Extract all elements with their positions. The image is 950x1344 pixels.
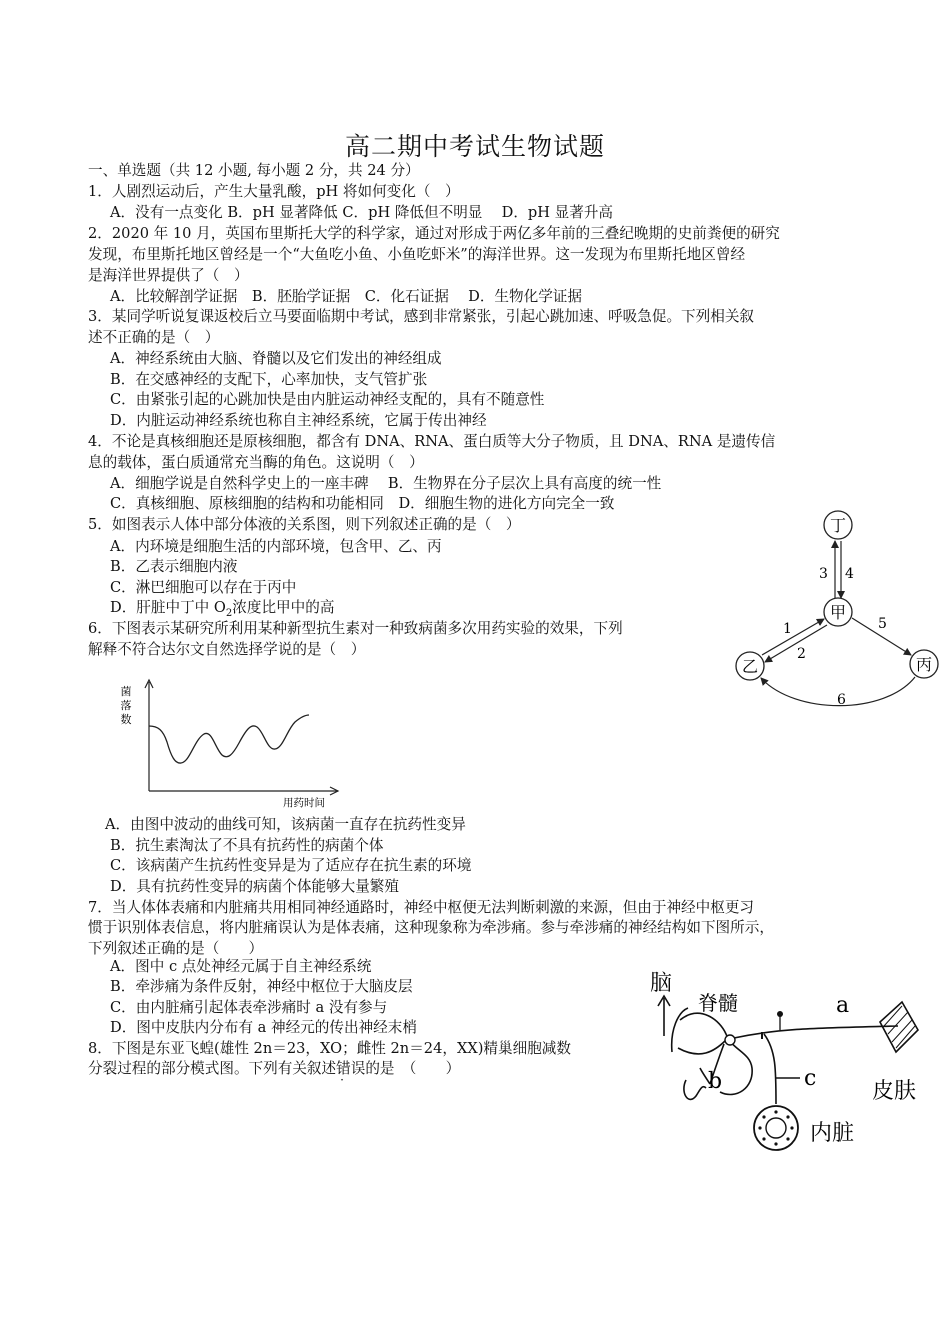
question-6-option-d: D．具有抗药性变异的病菌个体能够大量繁殖 bbox=[110, 878, 399, 895]
question-5-option-d: D．肝脏中丁中 $O_2$浓度比甲中的高 bbox=[110, 599, 335, 619]
neuron-a-soma bbox=[777, 1011, 783, 1017]
question-6-line-2: 解释不符合达尔文自然选择学说的是（ ） bbox=[88, 641, 366, 658]
referred-pain-diagram bbox=[640, 960, 930, 1160]
question-8-line-1: 8．下图是东亚飞蝗(雄性 2n＝23，XO；雌性 2n＝24，XX)精巢细胞减数 bbox=[88, 1040, 571, 1057]
question-2-line-1: 2．2020 年 10 月，英国布里斯托大学的科学家，通过对形成于两亿多年前的三叠纪晚期的史前粪便的研究 bbox=[88, 225, 780, 242]
question-5-stem: 5．如图表示人体中部分体液的关系图，则下列叙述正确的是（ ） bbox=[88, 516, 521, 533]
arrow-label-1: 1 bbox=[783, 621, 792, 637]
label-c: c bbox=[804, 1066, 817, 1091]
question-7-option-c: C．由内脏痛引起体表牵涉痛时 a 没有参与 bbox=[110, 999, 388, 1016]
node-bing bbox=[910, 650, 938, 678]
svg-text:丙: 丙 bbox=[915, 655, 933, 674]
label-organ: 内脏 bbox=[810, 1121, 855, 1146]
question-6-line-1: 6．下图表示某研究所利用某种新型抗生素对一种致病菌多次用药实验的效果，下列 bbox=[88, 620, 623, 637]
label-a: a bbox=[836, 993, 850, 1018]
node-ding bbox=[824, 511, 852, 539]
neuron-a bbox=[734, 1026, 898, 1038]
svg-text:丁: 丁 bbox=[829, 516, 847, 535]
svg-text:乙: 乙 bbox=[741, 657, 759, 676]
synapse-node bbox=[725, 1035, 735, 1045]
node-yi bbox=[736, 652, 764, 680]
question-2-options: A．比较解剖学证据 B．胚胎学证据 C．化石证据 D．生物化学证据 bbox=[110, 288, 582, 305]
label-b: b bbox=[708, 1069, 723, 1094]
body-fluid-diagram bbox=[735, 505, 945, 715]
arrow-2 bbox=[765, 625, 827, 662]
question-3-line-2: 述不正确的是（ ） bbox=[88, 329, 220, 346]
question-7-line-1: 7．当人体体表痛和内脏痛共用相同神经通路时，神经中枢便无法判断刺激的来源，但由于神经中枢更习 bbox=[88, 899, 755, 916]
label-brain: 脑 bbox=[650, 971, 673, 996]
question-5-option-c: C．淋巴细胞可以存在于丙中 bbox=[110, 579, 297, 596]
question-3-option-a: A．神经系统由大脑、脊髓以及它们发出的神经组成 bbox=[110, 350, 442, 367]
question-4-line-1: 4．不论是真核细胞还是原核细胞，都含有 DNA、RNA、蛋白质等大分子物质，且 DNA、RNA 是遗传信 bbox=[88, 433, 776, 450]
question-5-option-a: A．内环境是细胞生活的内部环境，包含甲、乙、丙 bbox=[110, 538, 442, 555]
question-8-line-2: 分裂过程的部分模式图。下列有关叙述错误的是 （ ） bbox=[88, 1060, 461, 1077]
arrow-1 bbox=[762, 619, 824, 655]
organ-inner bbox=[766, 1118, 786, 1138]
question-7-line-2: 惯于识别体表信息，将内脏痛误认为是体表痛，这种现象称为牵涉痛。参与牵涉痛的神经结构如下图所示， bbox=[88, 919, 774, 936]
question-4-options-cd: C．真核细胞、原核细胞的结构和功能相同 D．细胞生物的进化方向完全一致 bbox=[110, 495, 615, 512]
question-3-option-d: D．内脏运动神经系统也称自主神经系统，它属于传出神经 bbox=[110, 412, 487, 429]
x-axis-label: 用药时间 bbox=[283, 797, 325, 809]
question-2-line-2: 发现，布里斯托地区曾经是一个“大鱼吃小鱼、小鱼吃虾米”的海洋世界。这一发现为布里斯托地区曾经 bbox=[88, 246, 746, 263]
emphasis-wrong: 错误 bbox=[336, 1060, 366, 1077]
interneuron bbox=[678, 1040, 726, 1054]
question-5-option-b: B．乙表示细胞内液 bbox=[110, 558, 238, 575]
colony-curve bbox=[149, 715, 309, 763]
question-4-options-ab: A．细胞学说是自然科学史上的一座丰碑 B．生物界在分子层次上具有高度的统一性 bbox=[110, 475, 662, 492]
question-7-option-d: D．图中皮肤内分布有 a 神经元的传出神经末梢 bbox=[110, 1019, 417, 1036]
question-1-stem: 1．人剧烈运动后，产生大量乳酸，pH 将如何变化（ ） bbox=[88, 183, 460, 200]
question-1-options: A．没有一点变化 B．pH 显著降低 C．pH 降低但不明显 D．pH 显著升高 bbox=[110, 204, 614, 221]
y-axis-label-1: 菌 bbox=[120, 685, 132, 698]
question-3-option-b: B．在交感神经的支配下，心率加快，支气管扩张 bbox=[110, 371, 428, 388]
question-7-line-3: 下列叙述正确的是（ ） bbox=[88, 940, 264, 957]
arrow-label-2: 2 bbox=[797, 646, 806, 662]
drug-effect-graph bbox=[112, 678, 352, 814]
question-4-line-2: 息的载体，蛋白质通常充当酶的角色。这说明（ ） bbox=[88, 454, 424, 471]
arrow-label-4: 4 bbox=[845, 566, 854, 582]
y-axis-label-3: 数 bbox=[120, 713, 132, 726]
question-3-option-c: C．由紧张引起的心跳加快是由内脏运动神经支配的，具有不随意性 bbox=[110, 391, 545, 408]
question-7-option-b: B．牵涉痛为条件反射，神经中枢位于大脑皮层 bbox=[110, 978, 413, 995]
arrow-label-5: 5 bbox=[878, 616, 887, 632]
svg-text:甲: 甲 bbox=[829, 603, 847, 622]
label-skin: 皮肤 bbox=[872, 1079, 917, 1104]
label-spinal-cord: 脊髓 bbox=[698, 991, 738, 1015]
organ-dots bbox=[758, 1110, 793, 1145]
section-heading: 一、单选题（共 12 小题, 每小题 2 分，共 24 分） bbox=[88, 162, 420, 179]
node-jia bbox=[824, 598, 852, 626]
question-6-option-a: A．由图中波动的曲线可知，该病菌一直存在抗药性变异 bbox=[105, 816, 466, 833]
question-7-option-a: A．图中 c 点处神经元属于自主神经系统 bbox=[110, 958, 372, 975]
neuron-c bbox=[764, 1034, 776, 1104]
question-2-line-3: 是海洋世界提供了（ ） bbox=[88, 267, 249, 284]
y-axis-label-2: 落 bbox=[120, 699, 132, 712]
question-3-line-1: 3．某同学听说复课返校后立马要面临期中考试，感到非常紧张，引起心跳加速、呼吸急促。下列相关叙 bbox=[88, 308, 755, 325]
question-6-option-c: C．该病菌产生抗药性变异是为了适应存在抗生素的环境 bbox=[110, 857, 472, 874]
arrow-label-3: 3 bbox=[819, 566, 828, 582]
question-6-option-b: B．抗生素淘汰了不具有抗药性的病菌个体 bbox=[110, 837, 384, 854]
page-title: 高二期中考试生物试题 bbox=[344, 132, 605, 161]
arrow-label-6: 6 bbox=[837, 692, 846, 708]
